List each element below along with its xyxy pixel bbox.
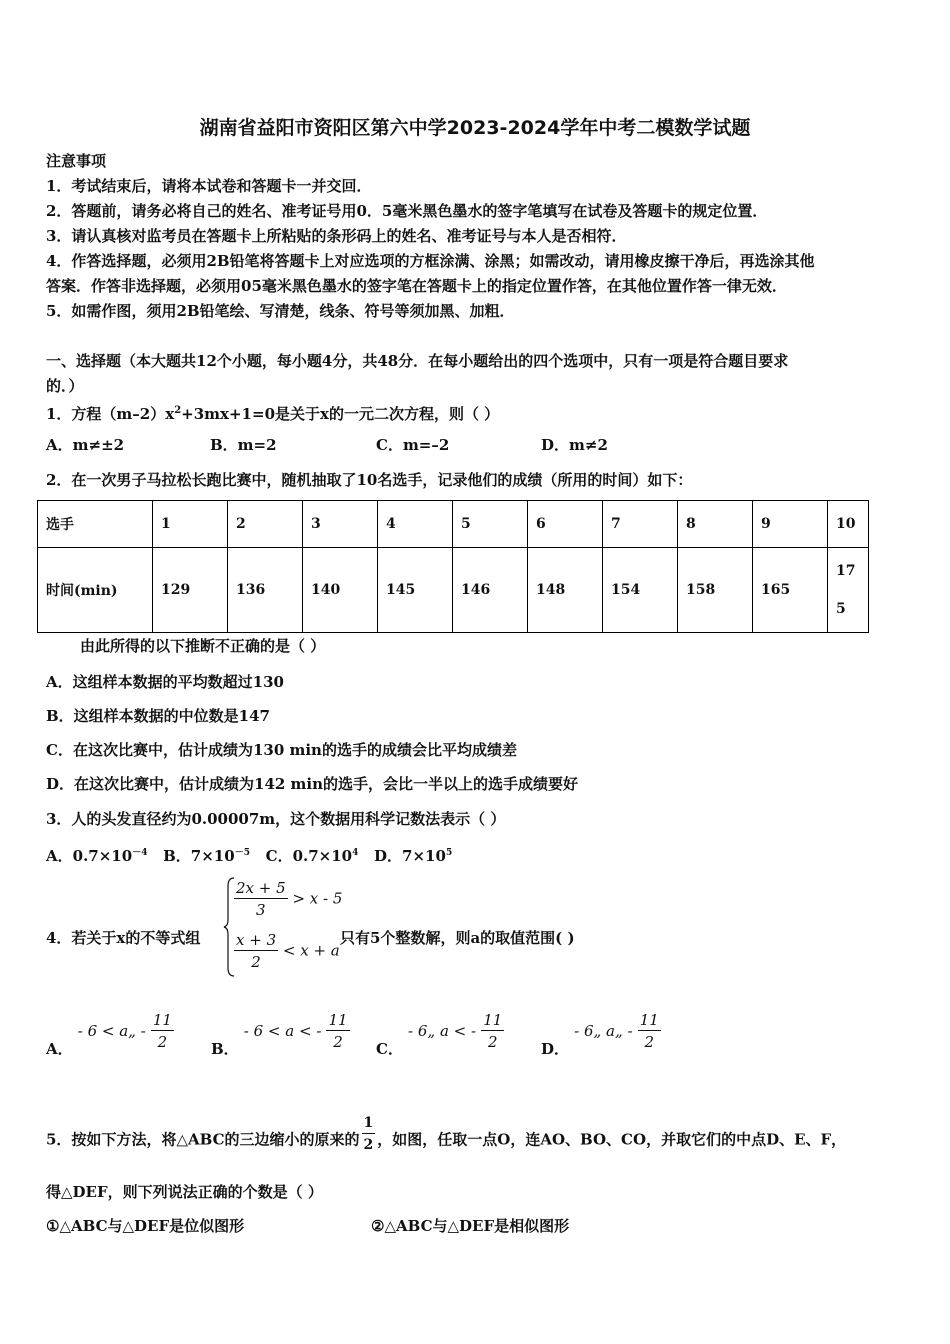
q2-data-table bbox=[37, 500, 869, 633]
q5-statement-1: ①△ABC与△DEF是位似图形 bbox=[46, 1217, 245, 1235]
q3-options bbox=[46, 842, 452, 867]
q4-stem-a: 4．若关于x的不等式组 bbox=[46, 929, 201, 947]
table-cell: 2 bbox=[228, 501, 303, 548]
q3-stem: 3．人的头发直径约为0.00007m，这个数据用科学记数法表示（ ） bbox=[46, 810, 506, 828]
q1-option-c[interactable]: C．m=–2 bbox=[376, 436, 450, 454]
table-cell: 165 bbox=[753, 548, 828, 633]
q4-option-a[interactable]: A． - 6 < a„ - $\frac{11}{2}$ bbox=[46, 1011, 172, 1058]
notes-heading: 注意事项 bbox=[46, 152, 107, 170]
table-cell: 148 bbox=[528, 548, 603, 633]
table-cell: 10 bbox=[828, 501, 869, 548]
q2-option-b[interactable]: B．这组样本数据的中位数是147 bbox=[46, 707, 270, 725]
table-cell: 3 bbox=[303, 501, 378, 548]
q2-option-c[interactable]: C．在这次比赛中，估计成绩为130 min的选手的成绩会比平均成绩差 bbox=[46, 741, 517, 759]
note-item: 1．考试结束后，请将本试卷和答题卡一并交回． bbox=[46, 177, 372, 195]
q3-option-a[interactable]: A．$0.7\times 10^{-4}$ bbox=[46, 847, 148, 865]
q4-option-b[interactable]: B． - 6 < a < - $\frac{11}{2}$ bbox=[211, 1011, 348, 1058]
table-cell: 129 bbox=[153, 548, 228, 633]
table-cell: 1 bbox=[153, 501, 228, 548]
q1-option-b[interactable]: B．m=2 bbox=[210, 436, 277, 454]
q3-option-d[interactable]: D．$7\times 10^5$ bbox=[374, 847, 453, 865]
q5-stem: 5．按如下方法，将△ABC的三边缩小的原来的 $\frac{1}{2}$ ，如图，任取一点O，连AO、BO、CO，并取它们的中点D、E、F， bbox=[46, 1115, 847, 1153]
q2-option-d[interactable]: D．在这次比赛中，估计成绩为142 min的选手，会比一半以上的选手成绩要好 bbox=[46, 775, 579, 793]
table-cell: 6 bbox=[528, 501, 603, 548]
q4-stem-b: 只有5个整数解，则a的取值范围( ) bbox=[340, 929, 575, 947]
q4-inequality-system bbox=[222, 876, 342, 978]
note-item: 答案．作答非选择题，必须用05毫米黑色墨水的签字笔在答题卡上的指定位置作答，在其他位置作答一律无效． bbox=[46, 277, 787, 295]
table-cell: 146 bbox=[453, 548, 528, 633]
table-cell: 时间(min) bbox=[38, 548, 153, 633]
q2-option-a[interactable]: A．这组样本数据的平均数超过130 bbox=[46, 673, 284, 691]
q1-option-d[interactable]: D．m≠2 bbox=[541, 436, 608, 454]
table-cell: 5 bbox=[453, 501, 528, 548]
table-cell: 8 bbox=[678, 501, 753, 548]
note-item: 5．如需作图，须用2B铅笔绘、写清楚，线条、符号等须加黑、加粗． bbox=[46, 302, 515, 320]
q2-followup: 由此所得的以下推断不正确的是（ ） bbox=[80, 637, 326, 655]
section-heading-cont: 的．） bbox=[46, 377, 84, 395]
table-cell: 7 bbox=[603, 501, 678, 548]
q2-stem: 2．在一次男子马拉松长跑比赛中，随机抽取了10名选手，记录他们的成绩（所用的时间）如下： bbox=[46, 471, 693, 489]
q4-option-d[interactable]: D． - 6„ a„ - $\frac{11}{2}$ bbox=[541, 1011, 659, 1058]
table-cell: 17 5 bbox=[828, 548, 869, 633]
table-cell: 154 bbox=[603, 548, 678, 633]
table-row bbox=[38, 501, 869, 548]
q5-statement-2: ②△ABC与△DEF是相似图形 bbox=[371, 1217, 570, 1235]
note-item: 3．请认真核对监考员在答题卡上所粘贴的条形码上的姓名、准考证号与本人是否相符． bbox=[46, 227, 627, 245]
table-row bbox=[38, 548, 869, 633]
table-cell: 选手 bbox=[38, 501, 153, 548]
q3-option-b[interactable]: B．$7\times 10^{-5}$ bbox=[163, 847, 250, 865]
inequality-1: $\frac{2x + 5}{3}$ > x - 5 bbox=[236, 879, 343, 919]
note-item: 2．答题前，请务必将自己的姓名、准考证号用0．5毫米黑色墨水的签字笔填写在试卷及答题卡的规定位置． bbox=[46, 202, 768, 220]
q1-stem: 1．方程$(m-2)x^2+3mx+1=0$是关于x的一元二次方程，则（ ） bbox=[46, 405, 500, 423]
page-title: 湖南省益阳市资阳区第六中学2023-2024学年中考二模数学试题 bbox=[199, 117, 751, 139]
q1-option-a[interactable]: A．m≠±2 bbox=[46, 436, 125, 454]
table-cell: 158 bbox=[678, 548, 753, 633]
q4-option-c[interactable]: C． - 6„ a < - $\frac{11}{2}$ bbox=[376, 1011, 503, 1058]
table-cell: 140 bbox=[303, 548, 378, 633]
table-cell: 136 bbox=[228, 548, 303, 633]
section-heading: 一、选择题（本大题共12个小题，每小题4分，共48分．在每小题给出的四个选项中，只有一项是符合题目要求 bbox=[46, 352, 789, 370]
table-cell: 9 bbox=[753, 501, 828, 548]
table-cell: 145 bbox=[378, 548, 453, 633]
q3-option-c[interactable]: C．$0.7\times 10^4$ bbox=[265, 847, 359, 865]
inequality-2: $\frac{x + 3}{2}$ < x + a bbox=[236, 931, 340, 971]
note-item: 4．作答选择题，必须用2B铅笔将答题卡上对应选项的方框涂满、涂黑；如需改动，请用橡皮擦干净后，再选涂其他 bbox=[46, 252, 815, 270]
q5-stem-cont: 得△DEF，则下列说法正确的个数是（ ） bbox=[46, 1183, 323, 1201]
table-cell: 4 bbox=[378, 501, 453, 548]
